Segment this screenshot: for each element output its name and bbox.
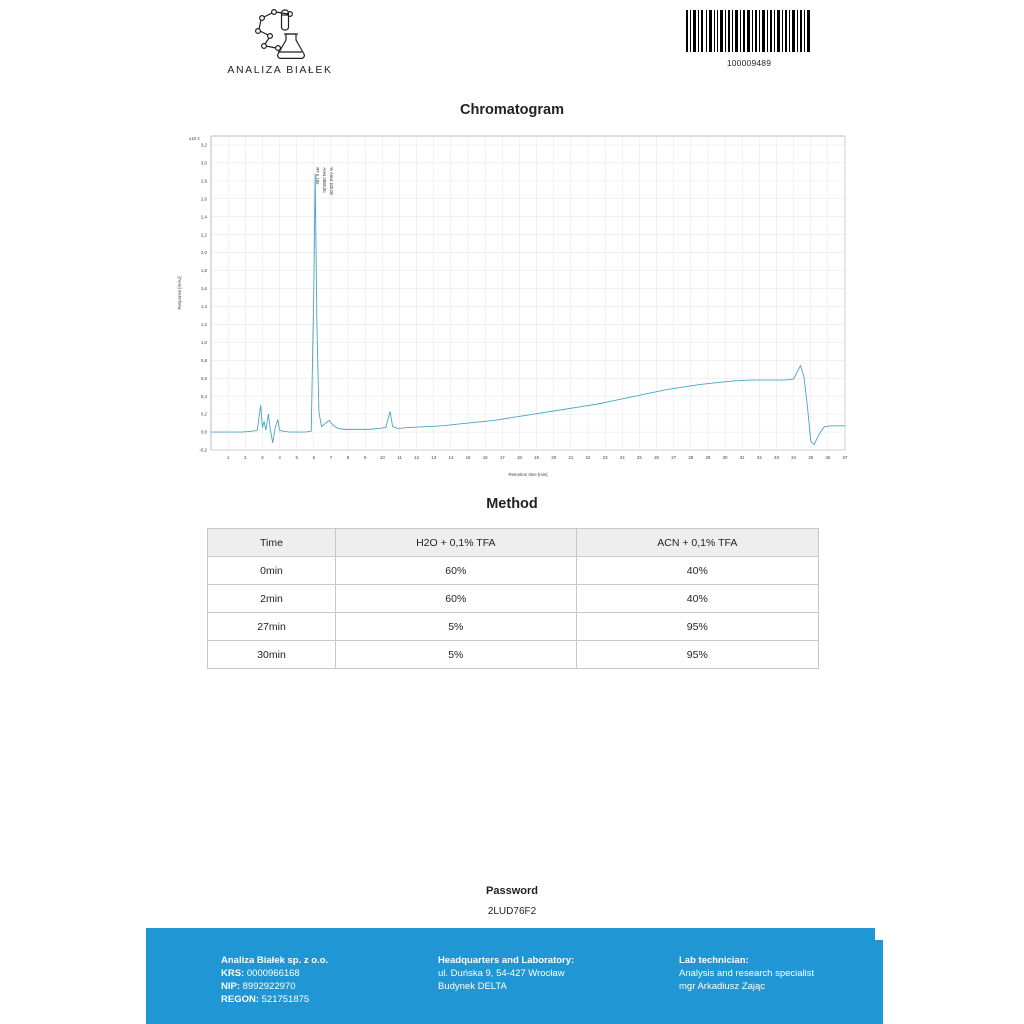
svg-text:0,8: 0,8 xyxy=(200,357,207,363)
svg-text:Response [mAU]: Response [mAU] xyxy=(177,276,182,310)
cell-water: 5% xyxy=(336,641,577,669)
svg-text:32: 32 xyxy=(756,455,762,460)
svg-text:3,2: 3,2 xyxy=(200,142,207,148)
svg-text:3: 3 xyxy=(261,455,264,460)
cell-water: 60% xyxy=(336,585,577,613)
footer-hq-line1: ul. Duńska 9, 54-427 Wrocław xyxy=(438,968,565,979)
svg-text:1: 1 xyxy=(226,455,230,460)
footer-company xyxy=(221,954,421,1006)
svg-text:Retention time [min]: Retention time [min] xyxy=(508,472,548,477)
brand-name: ANALIZA BIAŁEK xyxy=(227,64,333,76)
svg-text:25: 25 xyxy=(636,455,642,460)
cell-acn: 95% xyxy=(576,613,818,641)
footer-headquarters xyxy=(438,954,648,993)
footer-technician-heading: Lab technician: xyxy=(679,955,749,966)
table-header-row xyxy=(208,529,819,557)
footer-corner-spacer xyxy=(875,928,883,940)
cell-time: 30min xyxy=(208,641,336,669)
password-value: 2LUD76F2 xyxy=(487,906,537,917)
svg-text:10: 10 xyxy=(379,455,385,460)
cell-water: 60% xyxy=(336,557,577,585)
svg-text:7: 7 xyxy=(329,455,333,460)
cell-water: 5% xyxy=(336,613,577,641)
password-block xyxy=(0,885,1024,917)
footer-regon-value: 521751875 xyxy=(261,994,310,1005)
footer-krs-value: 0000966168 xyxy=(246,968,300,979)
svg-text:15: 15 xyxy=(465,455,471,460)
barcode-icon xyxy=(685,10,811,52)
svg-text:26: 26 xyxy=(654,455,659,460)
svg-text:9: 9 xyxy=(363,455,367,460)
svg-text:29: 29 xyxy=(705,455,711,460)
barcode-block xyxy=(685,10,813,68)
svg-text:11: 11 xyxy=(397,455,402,460)
table-row xyxy=(208,585,819,613)
svg-text:13: 13 xyxy=(431,455,437,460)
svg-text:34: 34 xyxy=(791,455,797,460)
svg-text:0,2: 0,2 xyxy=(200,411,207,417)
footer-company-name: Analiza Białek sp. z o.o. xyxy=(221,955,329,966)
cell-time: 0min xyxy=(208,557,336,585)
footer-nip-label: NIP: xyxy=(221,981,240,992)
svg-text:33: 33 xyxy=(774,455,779,460)
svg-text:-0,2: -0,2 xyxy=(199,447,207,453)
footer-nip-value: 8992922970 xyxy=(242,981,296,992)
column-header-time: Time xyxy=(208,529,336,557)
footer-hq-line2: Budynek DELTA xyxy=(438,981,507,992)
footer-technician-line2: mgr Arkadiusz Zając xyxy=(679,981,766,992)
svg-text:19: 19 xyxy=(534,455,540,460)
cell-acn: 40% xyxy=(576,585,818,613)
svg-text:0,0: 0,0 xyxy=(200,429,207,435)
svg-text:23: 23 xyxy=(602,455,608,460)
svg-text:17: 17 xyxy=(499,455,505,460)
svg-text:36: 36 xyxy=(825,455,831,460)
svg-text:22: 22 xyxy=(585,455,591,460)
column-header-acn: ACN + 0,1% TFA xyxy=(576,529,818,557)
svg-text:0,4: 0,4 xyxy=(200,393,207,399)
document-header xyxy=(0,0,1024,95)
svg-text:2,8: 2,8 xyxy=(200,178,207,184)
svg-text:2: 2 xyxy=(244,455,247,460)
table-row xyxy=(208,613,819,641)
svg-text:8: 8 xyxy=(346,455,350,460)
svg-text:1,8: 1,8 xyxy=(200,268,207,274)
svg-text:1,2: 1,2 xyxy=(200,322,207,327)
svg-text:2,2: 2,2 xyxy=(200,232,207,238)
brand-logo xyxy=(210,8,350,76)
svg-text:2,4: 2,4 xyxy=(200,214,207,220)
svg-text:28: 28 xyxy=(688,455,694,460)
svg-text:2,0: 2,0 xyxy=(200,250,207,256)
svg-text:RT 6,105: RT 6,105 xyxy=(314,167,320,185)
chromatogram-chart xyxy=(163,128,855,480)
svg-text:x10 2: x10 2 xyxy=(189,136,200,141)
cell-acn: 40% xyxy=(576,557,818,585)
svg-text:% Area 100,00: % Area 100,00 xyxy=(328,167,334,195)
svg-text:1,4: 1,4 xyxy=(200,304,207,310)
method-table xyxy=(207,528,819,669)
footer-regon-label: REGON: xyxy=(221,994,259,1005)
svg-text:4: 4 xyxy=(278,455,281,460)
svg-text:1,6: 1,6 xyxy=(200,286,207,292)
svg-text:16: 16 xyxy=(482,455,488,460)
svg-text:1,0: 1,0 xyxy=(200,339,207,345)
footer-technician-line1: Analysis and research specialist xyxy=(679,968,815,979)
table-row xyxy=(208,557,819,585)
svg-text:Area 2868,00: Area 2868,00 xyxy=(321,167,327,193)
document-footer xyxy=(146,928,891,1024)
footer-edge-spacer xyxy=(883,928,891,1024)
svg-text:20: 20 xyxy=(551,455,557,460)
svg-text:27: 27 xyxy=(671,455,677,460)
footer-hq-heading: Headquarters and Laboratory: xyxy=(438,955,575,966)
svg-text:35: 35 xyxy=(808,455,814,460)
cell-time: 27min xyxy=(208,613,336,641)
barcode-number: 100009489 xyxy=(726,58,772,68)
svg-text:30: 30 xyxy=(722,455,728,460)
footer-technician xyxy=(679,954,879,993)
password-label: Password xyxy=(486,885,538,897)
footer-krs-label: KRS: xyxy=(221,968,245,979)
method-title: Method xyxy=(486,496,538,512)
table-row xyxy=(208,641,819,669)
svg-text:21: 21 xyxy=(568,455,574,460)
svg-text:5: 5 xyxy=(295,455,298,460)
cell-acn: 95% xyxy=(576,641,818,669)
svg-text:0,6: 0,6 xyxy=(200,375,207,381)
svg-text:24: 24 xyxy=(619,455,625,460)
svg-text:12: 12 xyxy=(414,455,420,460)
svg-text:2,6: 2,6 xyxy=(200,196,207,202)
svg-text:14: 14 xyxy=(448,455,454,460)
svg-text:31: 31 xyxy=(739,455,745,460)
svg-text:6: 6 xyxy=(312,455,316,460)
svg-text:18: 18 xyxy=(516,455,522,460)
cell-time: 2min xyxy=(208,585,336,613)
chromatogram-plot xyxy=(163,128,855,480)
chromatogram-title: Chromatogram xyxy=(460,102,564,118)
column-header-water: H2O + 0,1% TFA xyxy=(336,529,577,557)
svg-text:3,0: 3,0 xyxy=(200,160,207,166)
flask-molecule-icon xyxy=(210,8,350,60)
svg-text:37: 37 xyxy=(842,455,848,460)
